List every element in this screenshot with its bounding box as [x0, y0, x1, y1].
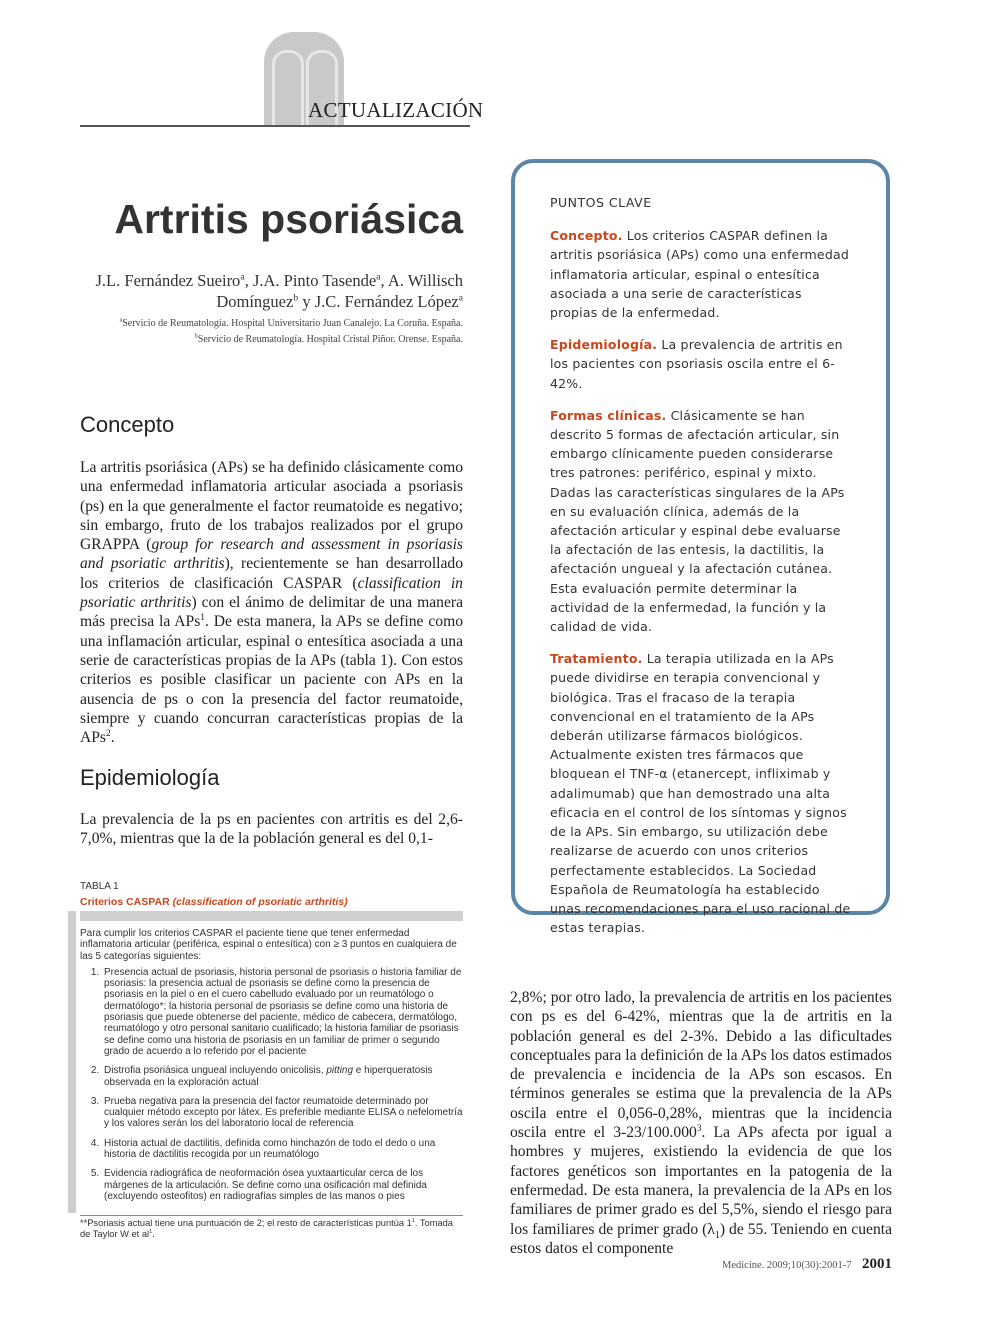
authors-line-1 [80, 270, 463, 291]
citation-mark: 1 [149, 1228, 153, 1235]
citation-mark: 1 [411, 1217, 415, 1224]
table-criteria-list [80, 967, 463, 1202]
affil-mark: b [194, 333, 198, 340]
key-point-label: Formas clínicas. [550, 407, 667, 423]
affiliation-a [80, 318, 463, 329]
epidemiologia-paragraph-continued [510, 988, 892, 1258]
footnote-text: **Psoriasis actual tiene una puntuación de 2; el resto de características puntúa 1 [80, 1218, 412, 1228]
key-point-label: Tratamiento. [550, 651, 643, 667]
key-point-item [550, 335, 852, 393]
text-run-italic: group for research and assessment in psoriasis and psoriatic arthritis [80, 536, 463, 573]
text-run: ), recientemente se han desarrollado los criterios de clasificación CASPAR ( [80, 555, 463, 592]
section-heading-concepto: Concepto [80, 412, 175, 437]
text-run: La artritis psoriásica (APs) se ha definido clásicamente como una enfermedad inflamatoria articular asociada a psoriasis (ps) en la que generalmente el factor reumatoide es negativo; sin embargo, fruto de los trabajos realizados por el grupo GRAPPA ( [80, 459, 463, 554]
section-heading-epidemiologia: Epidemiología [80, 765, 220, 790]
key-point-item [550, 649, 852, 937]
key-point-text: La terapia utilizada en la APs puede dividirse en terapia convencional y biológica. Tras el fracaso de la terapia convencional en el tratamiento de la APs deberán utilizarse fármacos biológicos. Actualmente existen tres fármacos que bloquean el TNF-α (etanercept, infliximab y adalimumab) que han demostrado una alta eficacia en el control de los síntomas y signos de la APs. Sin embargo, su utilización debe realizarse de acuerdo con unos criterios perfectamente establecidos. La Sociedad Española de Reumatología ha establecido unas recomendaciones para el uso racional de estas terapias. [550, 651, 851, 936]
author-name: , A. Willisch [380, 271, 463, 290]
epidemiologia-paragraph: La prevalencia de la ps en pacientes con artritis es del 2,6-7,0%, mientras que la de la población general es del 0,1- [80, 811, 463, 848]
table-label: TABLA 1 [80, 881, 119, 892]
authors-line-2 [80, 291, 463, 312]
list-item: 4. Historia actual de dactilitis, definida como hinchazón de todo el dedo o una historia de dactilitis recogida por un reumatólogo [102, 1138, 463, 1161]
list-item: 5. Evidencia radiográfica de neoformación ósea yuxtaarticular cerca de los márgenes de la articulación. Se define como una osificación mal definida (excluyendo osteofitos) en radiografías simples de las manos o pies [102, 1168, 463, 1202]
key-point-item [550, 226, 852, 322]
author-name: y J.C. Fernández López [298, 292, 459, 311]
article-title: Artritis psoriásica [114, 196, 463, 242]
list-item-text: Distrofia psoriásica ungueal incluyendo onicolisis, pitting e hiperqueratosis observada en la exploración actual [104, 1065, 433, 1088]
author-name: Domínguez [216, 292, 294, 311]
subscript: 1 [714, 1229, 720, 1241]
affil-mark: a [458, 292, 463, 304]
header-rule [80, 125, 470, 127]
table-bar-left [68, 911, 76, 1213]
section-label: ACTUALIZACIÓN [308, 98, 484, 122]
concepto-paragraph [80, 458, 463, 747]
text-run-italic: classification in psoriatic arthritis [80, 574, 463, 612]
table-bar-top [80, 911, 463, 921]
text-run: . La APs afecta por igual a hombres y mujeres, existiendo la evidencia de que los factores genéticos son importantes en la patogenia de la enfermedad. De esta manera, la prevalencia de la APs en los familiares de primer grado es del 5,5%, siendo el riesgo para los familiares de primer grado (λ [510, 1124, 892, 1238]
list-item [102, 1065, 463, 1088]
affiliation-b [80, 334, 463, 345]
italic-term: pitting [326, 1065, 354, 1077]
key-point-text: La prevalencia de artritis en los pacientes con psoriasis oscila entre el 6-42%. [550, 337, 843, 391]
key-point-label: Epidemiología. [550, 337, 658, 353]
table-title-italic: (classification of psoriatic arthritis) [172, 896, 348, 908]
table-footnote-rule [80, 1215, 463, 1216]
table-footnote [80, 1218, 463, 1240]
text-run: 2,8%; por otro lado, la prevalencia de artritis en los pacientes con ps es del 6-42%, mientras que la de artritis en la población general es del 2-3%. Debido a las dificultades conceptuales para la definición de la APs los datos estimados de prevalencia e incidencia de la APs son escasos. En términos generales se estima que la prevalencia de la APs oscila entre el 0,056-0,28%, mientras que la incidencia oscila entre el 3-23/100.000 [510, 989, 892, 1142]
key-point-item [550, 406, 852, 636]
author-name: , J.A. Pinto Tasende [244, 271, 377, 290]
key-point-text: Clásicamente se han descrito 5 formas de afectación articular, sin embargo clínicamente pueden considerarse tres patrones: periférico, espinal y mixto. Dadas las características singulares de la APs en su evaluación clínica, además de la afectación articular y espinal debe evaluarse la afectación de las entesis, la dactilitis, la afectación ungueal y la afectación cutánea. Esta evaluación permite determinar la actividad de la enfermedad, la función y la calidad de vida. [550, 407, 845, 635]
affiliation-text: Servicio de Reumatología. Hospital Universitario Juan Canalejo. La Coruña. España. [122, 318, 463, 329]
key-points-content [550, 193, 852, 950]
authors [80, 270, 463, 312]
journal-citation: Medicine. 2009;10(30):2001-7 [722, 1260, 852, 1271]
table-body [80, 928, 463, 1210]
citation-mark: 2 [106, 728, 111, 739]
page-number: 2001 [862, 1256, 892, 1272]
table-title [80, 896, 348, 908]
author-name: J.L. Fernández Sueiro [95, 271, 241, 290]
key-point-text: Los criterios CASPAR definen la artritis psoriásica (APs) como una enfermedad inflamatoria articular, espinal o entesítica asociada a una serie de características propias de la enfermedad. [550, 228, 849, 321]
text-run: ) de 55. Teniendo en cuenta estos datos el componente [510, 1220, 892, 1257]
text-run: . [110, 729, 115, 747]
concepto-body [80, 458, 463, 747]
table-title-text: Criterios CASPAR [80, 896, 170, 908]
epidemiologia-body-right [510, 988, 892, 1258]
key-points-heading: PUNTOS CLAVE [550, 195, 652, 210]
logo-arch-left [272, 50, 304, 126]
list-item: 3. Prueba negativa para la presencia del factor reumatoide determinado por cualquier método excepto por látex. Es preferible mediante ELISA o nefelometría y los valores serán los del laboratorio local de referencia [102, 1096, 463, 1130]
affil-mark: b [293, 292, 299, 304]
footnote-text: . Tomada de Taylor W et al [80, 1218, 453, 1239]
table-intro: Para cumplir los criterios CASPAR el paciente tiene que tener enfermedad inflamatoria articular (periférica, espinal o entesítica) con ≥ 3 puntos en cualquiera de las 5 categorías siguientes: [80, 928, 457, 962]
affil-mark: a [240, 271, 245, 283]
affiliation-text: Servicio de Reumatología. Hospital Cristal Piñor. Orense. España. [197, 334, 463, 345]
key-point-label: Concepto. [550, 228, 623, 244]
citation-mark: 1 [200, 613, 205, 624]
affil-mark: a [376, 271, 381, 283]
footnote-text: . [152, 1229, 155, 1239]
text-run: ) con el ánimo de delimitar de una manera más precisa la APs [80, 594, 463, 631]
text-run: . De esta manera, la APs se define como una inflamación articular, espinal o entesítica asociada a una serie de características propias de la APs (tabla 1). Con estos criterios es posible clasificar un paciente con APs en la ausencia de ps o con la presencia del factor reumatoide, siempre y cuando concurran características propias de la APs [80, 613, 463, 747]
list-item: 1. Presencia actual de psoriasis, historia personal de psoriasis o historia familiar de psoriasis: la presencia actual de psoriasis se define como la presencia de psoriasis en la piel o en el cuero cabelludo evaluado por un reumatólogo o dermatólogo*; la historia personal de psoriasis se define como una historia de psoriasis que puede obtenerse del paciente, médico de cabecera, dermatólogo, reumatólogo y otro personal sanitario cualificado; la historia familiar de psoriasis se define como una historia de psoriasis en un familiar de primer o segundo grado de acuerdo a lo referido por el paciente [102, 967, 463, 1057]
citation-mark: 3 [696, 1123, 702, 1134]
epidemiologia-body-left [80, 810, 463, 849]
affil-mark: a [119, 317, 123, 324]
